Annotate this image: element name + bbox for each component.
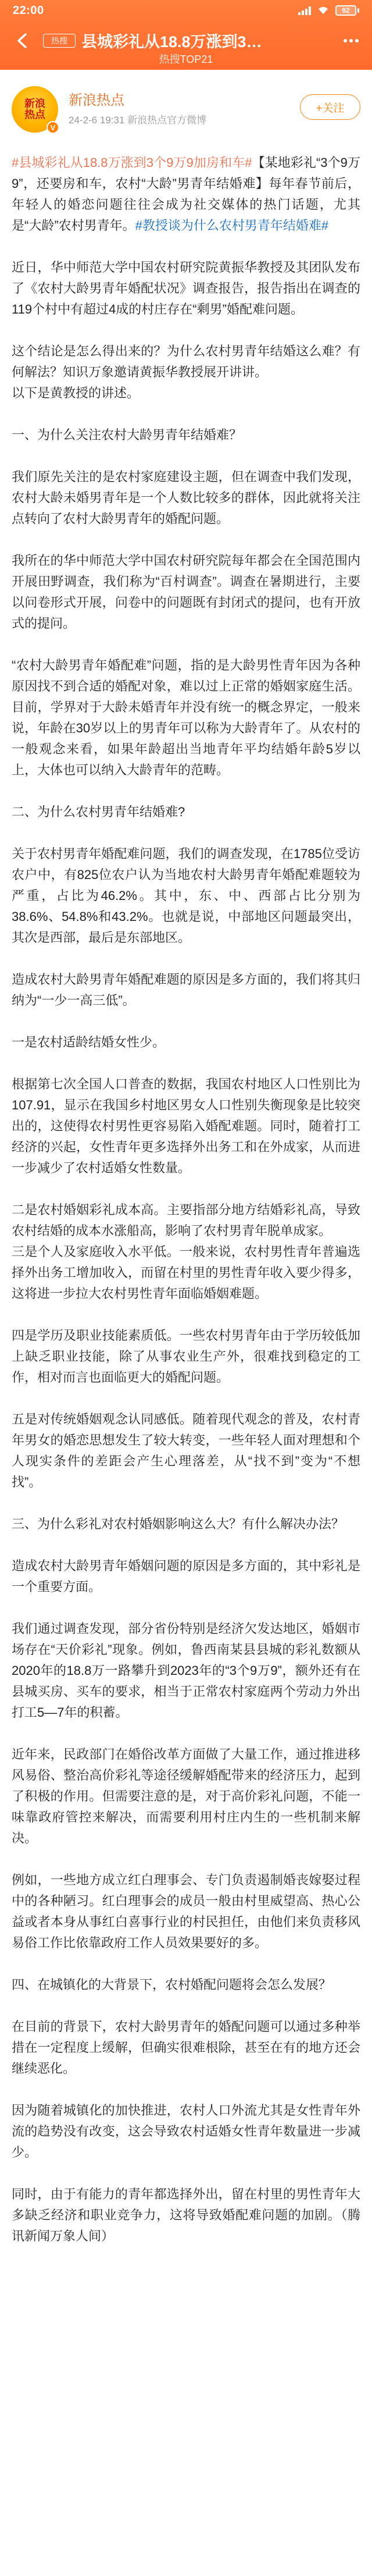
signal-icon bbox=[298, 6, 311, 15]
paragraph-list bbox=[12, 257, 360, 2247]
article-paragraph: 五是对传统婚姻观念认同感低。随着现代观念的普及，农村青年男女的婚恋思想发生了较大转变，一些年轻人面对理想和个人现实条件的差距会产生心理落差，从“找不到”变为“不想找”。 bbox=[12, 1412, 360, 1489]
status-icons bbox=[298, 5, 359, 16]
status-time: 22:00 bbox=[13, 3, 44, 17]
article-paragraph: 这个结论是怎么得出来的？为什么农村男青年结婚这么难？有何解法？知识万象邀请黄振华教授展开讲讲。 以下是黄教授的讲述。 bbox=[12, 344, 360, 400]
battery-icon bbox=[335, 5, 359, 16]
chevron-left-icon bbox=[15, 33, 29, 49]
hot-rank-label[interactable]: 热搜TOP21 bbox=[159, 54, 213, 65]
article-paragraph: 我们原先关注的是农村家庭建设主题，但在调查中我们发现，农村大龄未婚男青年是一个人数比较多的群体，因此就将关注点转向了农村大龄男青年的婚配问题。 bbox=[12, 469, 360, 526]
hashtag-link[interactable]: #县城彩礼从18.8万涨到3个9万9加房和车# bbox=[12, 155, 252, 170]
article-paragraph: 因为随着城镇化的加快推进，农村人口外流尤其是女性青年外流的趋势没有改变，这会导致农村适婚女性青年数量进一步减少。 bbox=[12, 2103, 360, 2159]
article-paragraph: 造成农村大龄男青年婚姻问题的原因是多方面的，其中彩礼是一个重要方面。 bbox=[12, 1559, 360, 1594]
nav-bar bbox=[0, 24, 372, 69]
page-title: 县城彩礼从18.8万涨到3… bbox=[81, 33, 262, 51]
verified-icon: V bbox=[46, 121, 59, 134]
status-bar bbox=[0, 0, 372, 21]
more-dot-icon bbox=[355, 39, 359, 42]
article-paragraph: 近年来，民政部门在婚俗改革方面做了大量工作，通过推进移风易俗、整治高价彩礼等途径缓解婚配带来的经济压力，起到了积极的作用。但需要注意的是，对于高价彩礼问题，不能一味靠政府管控来解决，而需要利用村庄内生的一些机制来解决。 bbox=[12, 1747, 360, 1845]
author-name[interactable]: 新浪热点 bbox=[69, 92, 124, 108]
app-header bbox=[0, 0, 372, 70]
article-paragraph: 例如，一些地方成立红白理事会、专门负责遏制婚丧嫁娶过程中的各种陋习。红白理事会的成员一般由村里威望高、热心公益或者本身从事红白喜事行业的村民担任，由他们来负责移风易俗工作比依靠政府工作人员效果要好的多。 bbox=[12, 1873, 360, 1950]
lead-paragraph bbox=[12, 152, 360, 236]
article-paragraph: 一是农村适龄结婚女性少。 bbox=[12, 1035, 166, 1049]
article-paragraph: 同时，由于有能力的青年都选择外出，留在村里的男性青年大多缺乏经济和职业竞争力，这将导致婚配难问题的加剧。（腾讯新闻万象人间） bbox=[12, 2187, 360, 2243]
article-paragraph: 一、为什么关注农村大龄男青年结婚难？ bbox=[12, 428, 242, 442]
article-paragraph: 我们通过调查发现，部分省份特别是经济欠发达地区，婚姻市场存在“天价彩礼”现象。例如，鲁西南某县县城的彩礼数额从2020年的18.8万一路攀升到2023年的“3个9万9”，额外还有在县城买房、买车的要求，相当于正常农村家庭两个劳动力外出打工5—7年的积蓄。 bbox=[12, 1621, 360, 1720]
author-row bbox=[0, 81, 372, 145]
article-paragraph: 二、为什么农村男青年结婚难? bbox=[12, 805, 185, 819]
hot-search-badge: 热搜 bbox=[43, 34, 76, 48]
post-meta: 24-2-6 19:31 新浪热点官方微博 bbox=[69, 115, 207, 126]
article-paragraph: “农村大龄男青年婚配难”问题，指的是大龄男性青年因为各种原因找不到合适的婚配对象，难以过上正常的婚姻家庭生活。目前，学界对于大龄未婚青年并没有统一的概念界定，一般来说，年龄在30岁以上的男青年可以称为大龄青年了。从农村的一般观念来看，如果年龄超出当地青年平均结婚年龄5岁以上，大体也可以纳入大龄青年的范畴。 bbox=[12, 658, 360, 777]
article-paragraph: 二是农村婚姻彩礼成本高。主要指部分地方结婚彩礼高，导致农村结婚的成本水涨船高，影响了农村男青年脱单成家。 三是个人及家庭收入水平低。一般来说，农村男性青年普遍选择外出务工增加收入，而留在村里的男性青年收入要少得多，这将进一步拉大农村男性青年面临婚姻难题。 bbox=[12, 1202, 360, 1301]
avatar-text-line2: 热点 bbox=[24, 109, 45, 120]
article-paragraph: 四、在城镇化的大背景下，农村婚配问题将会怎么发展？ bbox=[12, 1977, 332, 1992]
hashtag-link[interactable]: #教授谈为什么农村男青年结婚难# bbox=[135, 218, 329, 233]
article-paragraph: 在目前的背景下，农村大龄男青年的婚配问题可以通过多种举措在一定程度上缓解，但确实很难根除，甚至在有的地方还会继续恶化。 bbox=[12, 2019, 360, 2076]
article-paragraph: 根据第七次全国人口普查的数据，我国农村地区人口性别比为107.91，显示在我国乡村地区男女人口性别失衡现象是比较突出的，这使得农村男性更容易陷入婚配难题。同时，随着打工经济的兴起，女性青年更多选择外出务工和在外成家，从而进一步减少了农村适婚女性数量。 bbox=[12, 1077, 360, 1175]
article-paragraph: 造成农村大龄男青年婚配难题的原因是多方面的，我们将其归纳为“一少一高三低”。 bbox=[12, 972, 360, 1008]
article-paragraph: 四是学历及职业技能素质低。一些农村男青年由于学历较低加上缺乏职业技能，除了从事农业生产外，很难找到稳定的工作，相对而言也面临更大的婚配问题。 bbox=[12, 1328, 360, 1385]
more-options-button[interactable] bbox=[339, 30, 363, 51]
battery-level: 92 bbox=[335, 5, 356, 16]
post-content bbox=[12, 152, 360, 2268]
avatar-text-line1: 新浪 bbox=[24, 98, 45, 110]
article-paragraph: 我所在的华中师范大学中国农村研究院每年都会在全国范围内开展田野调查，我们称为“百村调查”。调查在暑期进行，主要以问卷形式开展，问卷中的问题既有封闭式的提问，也有开放式的提问。 bbox=[12, 553, 360, 631]
more-dot-icon bbox=[344, 39, 347, 42]
article-paragraph: 关于农村男青年婚配难问题，我们的调查发现，在1785位受访农户中，有825位农户认为当地农村大龄男青年婚配难题较为严重，占比为46.2%。其中，东、中、西部占比分别为38.6%、54.8%和43.2%。也就是说，中部地区问题最突出，其次是西部，最后是东部地区。 bbox=[12, 846, 360, 945]
lead-text: 【某地彩礼“3个9万9”，还要房和车，农村“大龄”男青年结婚难】每年春节前后，年轻人的婚恋问题往往会成为社交媒体的热门话题，尤其是“大龄”农村男青年。 bbox=[12, 155, 360, 233]
back-button[interactable] bbox=[12, 30, 33, 51]
follow-button[interactable]: +关注 bbox=[300, 94, 360, 120]
wifi-icon bbox=[318, 6, 328, 15]
article-paragraph: 近日，华中师范大学中国农村研究院黄振华教授及其团队发布了《农村大龄男青年婚配状况》调查报告，报告指出在调查的119个村中有超过4成的村庄存在“剩男”婚配难问题。 bbox=[12, 260, 360, 316]
more-dot-icon bbox=[349, 39, 353, 42]
article-paragraph: 三、为什么彩礼对农村婚姻影响这么大？有什么解决办法？ bbox=[12, 1517, 345, 1531]
